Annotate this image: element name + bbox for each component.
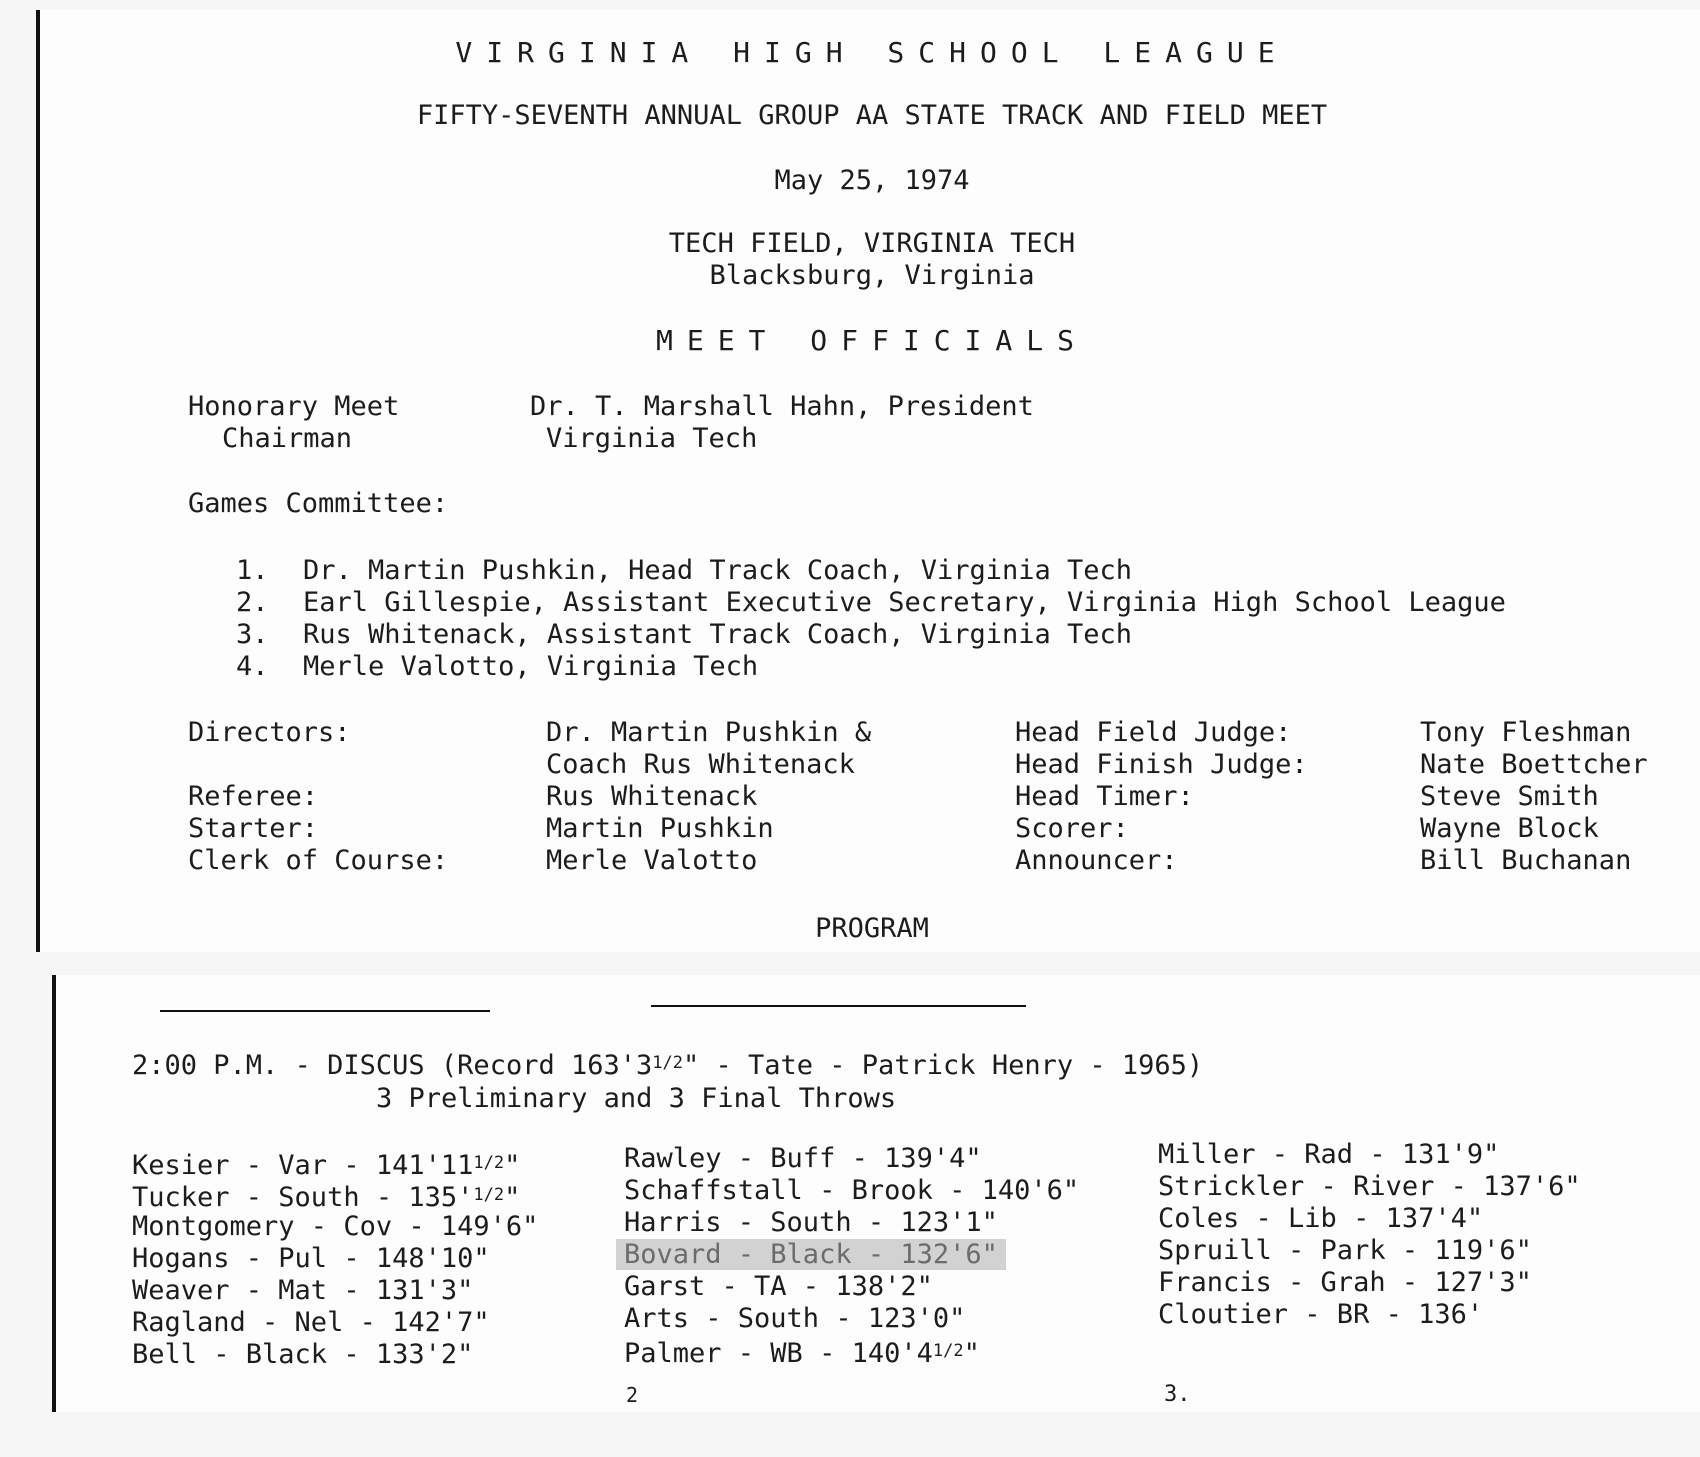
venue-line-2: Blacksburg, Virginia bbox=[709, 260, 1035, 291]
role-label: Announcer: bbox=[1015, 845, 1178, 876]
committee-member: Rus Whitenack, Assistant Track Coach, Virginia Tech bbox=[303, 619, 1133, 650]
result-entry: Garst - TA - 138'2" bbox=[624, 1271, 933, 1302]
committee-number: 2. bbox=[236, 587, 269, 618]
role-label: Referee: bbox=[188, 781, 319, 812]
role-label: Head Finish Judge: bbox=[1015, 749, 1308, 780]
games-committee-label: Games Committee: bbox=[188, 488, 449, 519]
committee-number: 4. bbox=[236, 651, 269, 682]
result-entry: Tucker - South - $135'^{1/2}$" bbox=[132, 1182, 521, 1213]
program-heading: PROGRAM bbox=[815, 913, 929, 944]
result-entry: Montgomery - Cov - 149'6" bbox=[132, 1211, 539, 1242]
event-header bbox=[132, 1047, 1203, 1082]
role-name: Martin Pushkin bbox=[546, 813, 774, 844]
meet-date: May 25, 1974 bbox=[774, 165, 970, 196]
result-entry: Rawley - Buff - 139'4" bbox=[624, 1143, 982, 1174]
role-name: Merle Valotto bbox=[546, 845, 758, 876]
role-label: Directors: bbox=[188, 717, 351, 748]
honorary-label-1: Honorary Meet bbox=[188, 391, 400, 422]
result-entry: Kesier - Var - $141'11^{1/2}$" bbox=[132, 1150, 521, 1181]
venue-line-1: TECH FIELD, VIRGINIA TECH bbox=[668, 228, 1076, 259]
result-entry: Weaver - Mat - 131'3" bbox=[132, 1275, 474, 1306]
honorary-name-2: Virginia Tech bbox=[546, 423, 758, 454]
result-entry-highlighted: Bovard - Black - 132'6" bbox=[616, 1239, 1006, 1271]
honorary-name-1: Dr. T. Marshall Hahn, President bbox=[530, 391, 1034, 422]
role-name: Dr. Martin Pushkin & bbox=[546, 717, 872, 748]
page-number-right: 3. bbox=[1164, 1382, 1191, 1407]
result-entry: Spruill - Park - 119'6" bbox=[1158, 1235, 1532, 1266]
result-entry: Cloutier - BR - 136' bbox=[1158, 1299, 1484, 1330]
event-record: (Record $163'3^{1/2}$" - Tate - Patrick Henry - 1965) bbox=[440, 1050, 1204, 1081]
role-name: Rus Whitenack bbox=[546, 781, 758, 812]
result-entry: Schaffstall - Brook - 140'6" bbox=[624, 1175, 1080, 1206]
discus-results-page bbox=[52, 975, 1700, 1412]
result-entry: Arts - South - 123'0" bbox=[624, 1303, 966, 1334]
result-entry: Hogans - Pul - 148'10" bbox=[132, 1243, 490, 1274]
event-name: DISCUS bbox=[327, 1050, 425, 1081]
role-label: Scorer: bbox=[1015, 813, 1129, 844]
role-name: Tony Fleshman bbox=[1420, 717, 1632, 748]
result-entry: Coles - Lib - 137'4" bbox=[1158, 1203, 1484, 1234]
officials-heading: MEET OFFICIALS bbox=[655, 324, 1088, 357]
role-label: Head Field Judge: bbox=[1015, 717, 1292, 748]
role-label: Clerk of Course: bbox=[188, 845, 449, 876]
divider-rule bbox=[160, 1010, 490, 1012]
event-dash: - bbox=[294, 1050, 311, 1081]
result-entry: Ragland - Nel - 142'7" bbox=[132, 1307, 490, 1338]
committee-member: Dr. Martin Pushkin, Head Track Coach, Virginia Tech bbox=[303, 555, 1133, 586]
role-name: Coach Rus Whitenack bbox=[546, 749, 855, 780]
result-entry: Francis - Grah - 127'3" bbox=[1158, 1267, 1532, 1298]
result-entry: Bell - Black - 133'2" bbox=[132, 1339, 474, 1370]
event-format: 3 Preliminary and 3 Final Throws bbox=[376, 1083, 897, 1114]
honorary-label-2: Chairman bbox=[222, 423, 353, 454]
fraction: 1/2 bbox=[652, 1053, 683, 1073]
committee-number: 3. bbox=[236, 619, 269, 650]
role-name: Steve Smith bbox=[1420, 781, 1599, 812]
divider-rule bbox=[651, 1005, 1026, 1007]
role-name: Bill Buchanan bbox=[1420, 845, 1632, 876]
meet-officials-page bbox=[36, 10, 1700, 952]
committee-member: Merle Valotto, Virginia Tech bbox=[303, 651, 759, 682]
role-label: Starter: bbox=[188, 813, 319, 844]
result-entry: Palmer - WB - $140'4^{1/2}$" bbox=[624, 1338, 980, 1369]
role-name: Nate Boettcher bbox=[1420, 749, 1648, 780]
result-entry: Miller - Rad - 131'9" bbox=[1158, 1139, 1500, 1170]
event-time: 2:00 P.M. bbox=[132, 1050, 279, 1081]
result-entry: Harris - South - 123'1" bbox=[624, 1207, 998, 1238]
meet-subtitle: FIFTY-SEVENTH ANNUAL GROUP AA STATE TRACK AND FIELD MEET bbox=[416, 100, 1328, 131]
role-label: Head Timer: bbox=[1015, 781, 1194, 812]
committee-member: Earl Gillespie, Assistant Executive Secretary, Virginia High School League bbox=[303, 587, 1506, 618]
role-name: Wayne Block bbox=[1420, 813, 1599, 844]
result-entry: Strickler - River - 137'6" bbox=[1158, 1171, 1581, 1202]
committee-number: 1. bbox=[236, 555, 269, 586]
page-number-left: 2 bbox=[626, 1383, 639, 1407]
league-title: VIRGINIA HIGH SCHOOL LEAGUE bbox=[455, 36, 1289, 69]
